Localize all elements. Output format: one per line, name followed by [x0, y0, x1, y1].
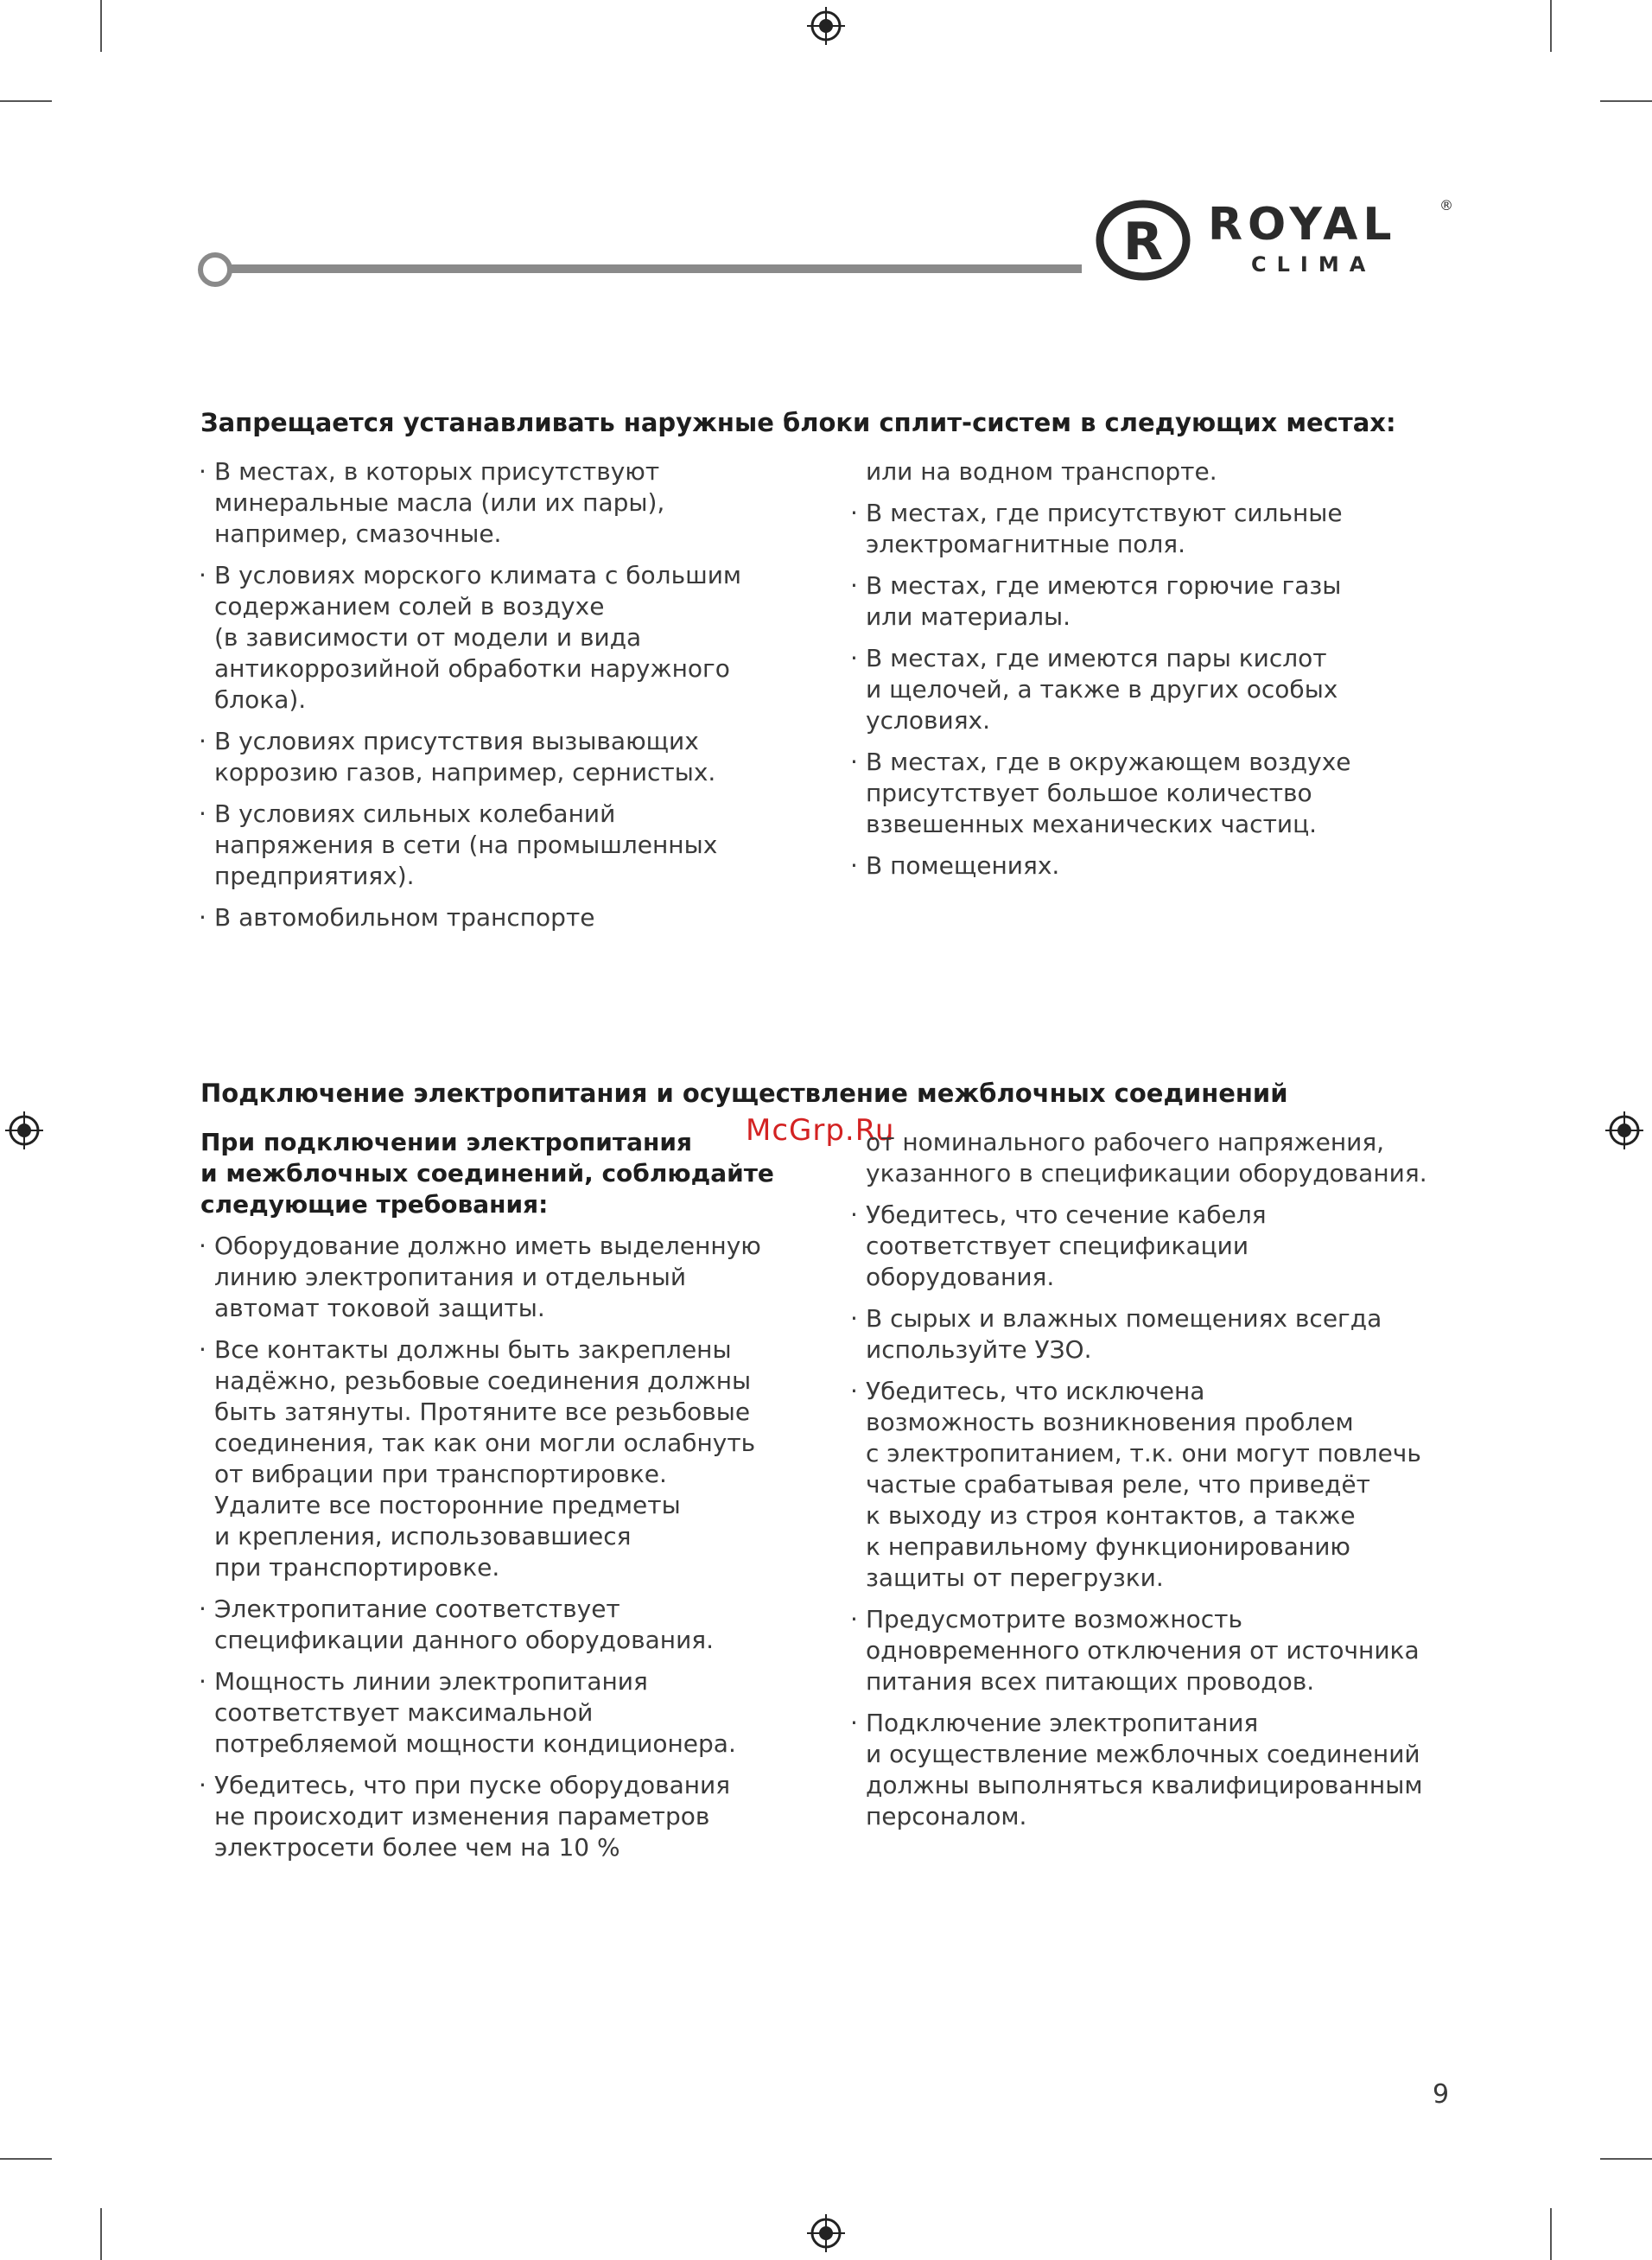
list-item: · Предусмотрите возможность одновременного отключения от источника питания всех питающих проводов.: [850, 1604, 1524, 1697]
list-item: · В местах, где присутствуют сильные электромагнитные поля.: [850, 498, 1490, 560]
logo-subtitle: CLIMA: [1251, 252, 1376, 277]
list-item: · Подключение электропитания и осуществление межблочных соединений должны выполняться квалифицированным персоналом.: [850, 1708, 1524, 1832]
watermark: McGrp.Ru: [746, 1113, 895, 1148]
crop-mark: [0, 2158, 52, 2160]
list-item: · Электропитание соответствует спецификации данного оборудования.: [199, 1594, 838, 1656]
list-item: · Убедитесь, что при пуске оборудования не происходит изменения параметров электросети более чем на 10 %: [199, 1770, 838, 1863]
page-number: 9: [1433, 2079, 1450, 2110]
registration-mark-icon: [5, 1111, 43, 1149]
header-rule-cap: [198, 252, 232, 287]
section-title-restrictions: Запрещается устанавливать наружные блоки сплит-систем в следующих местах:: [200, 408, 1396, 437]
royal-clima-logo: [1096, 197, 1458, 283]
list-item: · Все контакты должны быть закреплены надёжно, резьбовые соединения должны быть затянуты. Протяните все резьбовые соединения, так как они могли ослабнуть от вибрации при транспортировке. Удалите все посторонние предметы и крепления, использовавшиеся при транспортировке.: [199, 1334, 838, 1583]
registered-mark: ®: [1439, 197, 1453, 213]
list-item: · В местах, где имеются горючие газы или материалы.: [850, 570, 1490, 633]
section1-left-column: [199, 456, 829, 944]
header-rule: [216, 264, 1082, 273]
list-item: · В сырых и влажных помещениях всегда используйте УЗО.: [850, 1303, 1524, 1366]
list-item: · Мощность линии электропитания соответствует максимальной потребляемой мощности кондиционера.: [199, 1666, 838, 1760]
crop-mark: [0, 100, 52, 102]
logo-wordmark: ROYAL: [1208, 199, 1397, 251]
registration-mark-icon: [1605, 1111, 1643, 1149]
svg-text:R: R: [1122, 212, 1164, 272]
section-title-power-connection: Подключение электропитания и осуществление межблочных соединений: [200, 1079, 1288, 1108]
registration-mark-icon: [807, 2214, 845, 2252]
logo-mark-icon: [1096, 199, 1191, 282]
registration-mark-icon: [807, 7, 845, 45]
list-item: · В помещениях.: [850, 850, 1490, 882]
list-item-continuation: или на водном транспорте.: [866, 457, 1217, 486]
list-item: · Оборудование должно иметь выделенную линию электропитания и отдельный автомат токовой защиты.: [199, 1231, 838, 1324]
crop-mark: [1550, 0, 1552, 52]
requirements-subheading: При подключении электропитания и межблочных соединений, соблюдайте следующие требования:: [200, 1128, 774, 1219]
section1-right-column: [850, 456, 1490, 892]
list-item: · В условиях морского климата с большим содержанием солей в воздухе (в зависимости от модели и вида антикоррозийной обработки наружного блока).: [199, 560, 829, 716]
list-item: · В условиях сильных колебаний напряжения в сети (на промышленных предприятиях).: [199, 799, 829, 892]
crop-mark: [100, 0, 102, 52]
crop-mark: [1600, 100, 1652, 102]
list-item: · В местах, в которых присутствуют минеральные масла (или их пары), например, смазочные.: [199, 456, 829, 550]
section2-right-column: [850, 1127, 1524, 1843]
list-item: · Убедитесь, что исключена возможность возникновения проблем с электропитанием, т.к. они могут повлечь частые срабатывая реле, что приведёт к выходу из строя контактов, а также к неправильному функционированию защиты от перегрузки.: [850, 1376, 1524, 1594]
list-item: · В автомобильном транспорте: [199, 902, 829, 933]
section2-left-column: [199, 1127, 838, 1874]
list-item-continuation: от номинального рабочего напряжения, указанного в спецификации оборудования.: [866, 1128, 1427, 1187]
list-item: · В местах, где в окружающем воздухе присутствует большое количество взвешенных механических частиц.: [850, 747, 1490, 840]
crop-mark: [100, 2208, 102, 2260]
list-item: · В местах, где имеются пары кислот и щелочей, а также в других особых условиях.: [850, 643, 1490, 736]
crop-mark: [1600, 2158, 1652, 2160]
list-item: · В условиях присутствия вызывающих коррозию газов, например, сернистых.: [199, 726, 829, 788]
crop-mark: [1550, 2208, 1552, 2260]
list-item: · Убедитесь, что сечение кабеля соответствует спецификации оборудования.: [850, 1200, 1524, 1293]
